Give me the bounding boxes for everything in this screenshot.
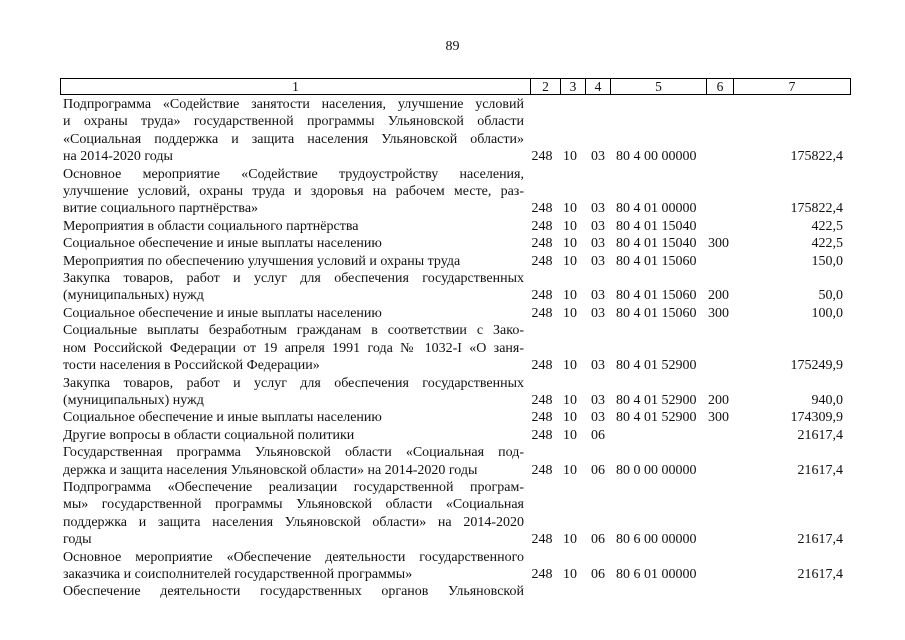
section-code: 10 (563, 288, 577, 304)
ministry-code: 248 (531, 236, 553, 252)
ministry-code: 248 (531, 305, 553, 321)
section-code: 10 (563, 218, 577, 234)
ministry-code: 248 (531, 427, 553, 443)
section-code: 10 (563, 305, 577, 321)
description-line: Основное мероприятие «Содействие трудоустройству населения, (63, 166, 524, 182)
description-line: Мероприятия в области социального партнёрства (63, 218, 359, 234)
subsection-code: 03 (591, 358, 605, 374)
column-header-4: 4 (586, 79, 611, 95)
expense-type-code: 300 (708, 236, 729, 252)
budget-table-body (0, 96, 905, 601)
column-header-7: 7 (734, 79, 851, 95)
table-row (0, 479, 905, 549)
section-code: 10 (563, 201, 577, 217)
table-row (0, 166, 905, 218)
row-description (63, 549, 524, 584)
target-article-code: 80 0 00 00000 (616, 462, 697, 478)
target-article-code: 80 4 01 15040 (616, 218, 697, 234)
subsection-code: 06 (591, 566, 605, 582)
row-description (63, 305, 524, 322)
description-line: и охраны труда» государственной программы Ульяновской области (63, 114, 524, 130)
target-article-code: 80 4 01 15060 (616, 253, 697, 269)
row-description (63, 166, 524, 218)
description-line: годы (63, 532, 92, 548)
section-code: 10 (563, 253, 577, 269)
description-line: Социальное обеспечение и иные выплаты населению (63, 410, 382, 426)
table-row (0, 583, 905, 600)
subsection-code: 03 (591, 305, 605, 321)
subsection-code: 03 (591, 288, 605, 304)
amount: 175249,9 (790, 358, 843, 374)
table-row (0, 549, 905, 584)
table-row (0, 218, 905, 235)
row-description (63, 270, 524, 305)
description-line: Другие вопросы в области социальной политики (63, 427, 355, 443)
target-article-code: 80 6 00 00000 (616, 532, 697, 548)
description-line: (муниципальных) нужд (63, 288, 204, 304)
row-description (63, 235, 524, 252)
amount: 21617,4 (797, 462, 843, 478)
description-line: ном Российской Федерации от 19 апреля 1991 года № 1032-I «О заня- (63, 340, 524, 356)
row-description (63, 427, 524, 444)
description-line: Подпрограмма «Содействие занятости населения, улучшение условий (63, 97, 524, 112)
ministry-code: 248 (531, 253, 553, 269)
description-line: (муниципальных) нужд (63, 392, 204, 408)
amount: 21617,4 (797, 427, 843, 443)
row-description (63, 218, 524, 235)
target-article-code: 80 4 01 52900 (616, 410, 697, 426)
description-line: поддержка и защита населения Ульяновской области» на 2014-2020 (63, 514, 524, 530)
section-code: 10 (563, 236, 577, 252)
description-line: Подпрограмма «Обеспечение реализации государственной програм- (63, 479, 524, 495)
description-line: Закупка товаров, работ и услуг для обеспечения государственных (63, 375, 524, 391)
target-article-code: 80 4 01 15040 (616, 236, 697, 252)
expense-type-code: 200 (708, 288, 729, 304)
description-line: витие социального партнёрства» (63, 201, 259, 217)
section-code: 10 (563, 392, 577, 408)
column-header-row (61, 79, 851, 95)
row-description (63, 583, 524, 600)
subsection-code: 03 (591, 410, 605, 426)
ministry-code: 248 (531, 288, 553, 304)
table-row (0, 305, 905, 322)
description-line: мы» государственной программы Ульяновской области «Социальная (63, 497, 524, 513)
table-row (0, 427, 905, 444)
section-code: 10 (563, 358, 577, 374)
target-article-code: 80 4 01 52900 (616, 392, 697, 408)
table-row (0, 235, 905, 252)
description-line: Закупка товаров, работ и услуг для обеспечения государственных (63, 271, 524, 287)
ministry-code: 248 (531, 149, 553, 165)
ministry-code: 248 (531, 566, 553, 582)
table-row (0, 409, 905, 426)
section-code: 10 (563, 566, 577, 582)
column-header-table (60, 78, 851, 95)
section-code: 10 (563, 462, 577, 478)
description-line: Социальные выплаты безработным гражданам в соответствии с Зако- (63, 323, 524, 339)
section-code: 10 (563, 410, 577, 426)
row-description (63, 479, 524, 549)
column-header-2: 2 (531, 79, 561, 95)
target-article-code: 80 4 01 15060 (616, 305, 697, 321)
amount: 422,5 (811, 236, 843, 252)
table-row (0, 253, 905, 270)
description-line: на 2014-2020 годы (63, 149, 173, 165)
row-description (63, 322, 524, 374)
section-code: 10 (563, 149, 577, 165)
amount: 422,5 (811, 218, 843, 234)
amount: 21617,4 (797, 566, 843, 582)
description-line: Социальное обеспечение и иные выплаты населению (63, 305, 382, 321)
column-header-3: 3 (561, 79, 586, 95)
row-description (63, 253, 524, 270)
amount: 175822,4 (790, 201, 843, 217)
ministry-code: 248 (531, 392, 553, 408)
row-description (63, 96, 524, 166)
description-line: улучшение условий, охраны труда и здоровья на рабочем месте, раз- (63, 184, 524, 200)
description-line: Государственная программа Ульяновской области «Социальная под- (63, 445, 524, 461)
description-line: Обеспечение деятельности государственных органов Ульяновской (63, 584, 524, 600)
subsection-code: 06 (591, 462, 605, 478)
amount: 174309,9 (790, 410, 843, 426)
table-row (0, 322, 905, 374)
subsection-code: 06 (591, 427, 605, 443)
ministry-code: 248 (531, 218, 553, 234)
column-header-5: 5 (611, 79, 707, 95)
row-description (63, 375, 524, 410)
page-number: 89 (445, 39, 460, 54)
ministry-code: 248 (531, 410, 553, 426)
subsection-code: 03 (591, 253, 605, 269)
subsection-code: 03 (591, 149, 605, 165)
target-article-code: 80 4 01 15060 (616, 288, 697, 304)
table-row (0, 270, 905, 305)
subsection-code: 03 (591, 201, 605, 217)
target-article-code: 80 4 01 00000 (616, 201, 697, 217)
amount: 21617,4 (797, 532, 843, 548)
amount: 150,0 (811, 253, 843, 269)
ministry-code: 248 (531, 532, 553, 548)
description-line: Мероприятия по обеспечению улучшения условий и охраны труда (63, 253, 461, 269)
subsection-code: 06 (591, 532, 605, 548)
description-line: Социальное обеспечение и иные выплаты населению (63, 236, 382, 252)
expense-type-code: 300 (708, 410, 729, 426)
subsection-code: 03 (591, 392, 605, 408)
section-code: 10 (563, 532, 577, 548)
description-line: Основное мероприятие «Обеспечение деятельности государственного (63, 549, 524, 565)
amount: 50,0 (818, 288, 843, 304)
section-code: 10 (563, 427, 577, 443)
expense-type-code: 300 (708, 305, 729, 321)
subsection-code: 03 (591, 218, 605, 234)
table-row (0, 96, 905, 166)
target-article-code: 80 4 00 00000 (616, 149, 697, 165)
row-description (63, 409, 524, 426)
amount: 175822,4 (790, 149, 843, 165)
table-row (0, 375, 905, 410)
row-description (63, 444, 524, 479)
ministry-code: 248 (531, 201, 553, 217)
ministry-code: 248 (531, 358, 553, 374)
description-line: держка и защита населения Ульяновской области» на 2014-2020 годы (63, 462, 478, 478)
description-line: заказчика и соисполнителей государственной программы» (63, 566, 413, 582)
column-header-6: 6 (707, 79, 734, 95)
subsection-code: 03 (591, 236, 605, 252)
target-article-code: 80 6 01 00000 (616, 566, 697, 582)
table-row (0, 444, 905, 479)
description-line: «Социальная поддержка и защита населения Ульяновской области» (63, 131, 524, 147)
column-header-1: 1 (61, 79, 531, 95)
amount: 100,0 (811, 305, 843, 321)
ministry-code: 248 (531, 462, 553, 478)
amount: 940,0 (811, 392, 843, 408)
description-line: тости населения в Российской Федерации» (63, 358, 320, 374)
target-article-code: 80 4 01 52900 (616, 358, 697, 374)
expense-type-code: 200 (708, 392, 729, 408)
